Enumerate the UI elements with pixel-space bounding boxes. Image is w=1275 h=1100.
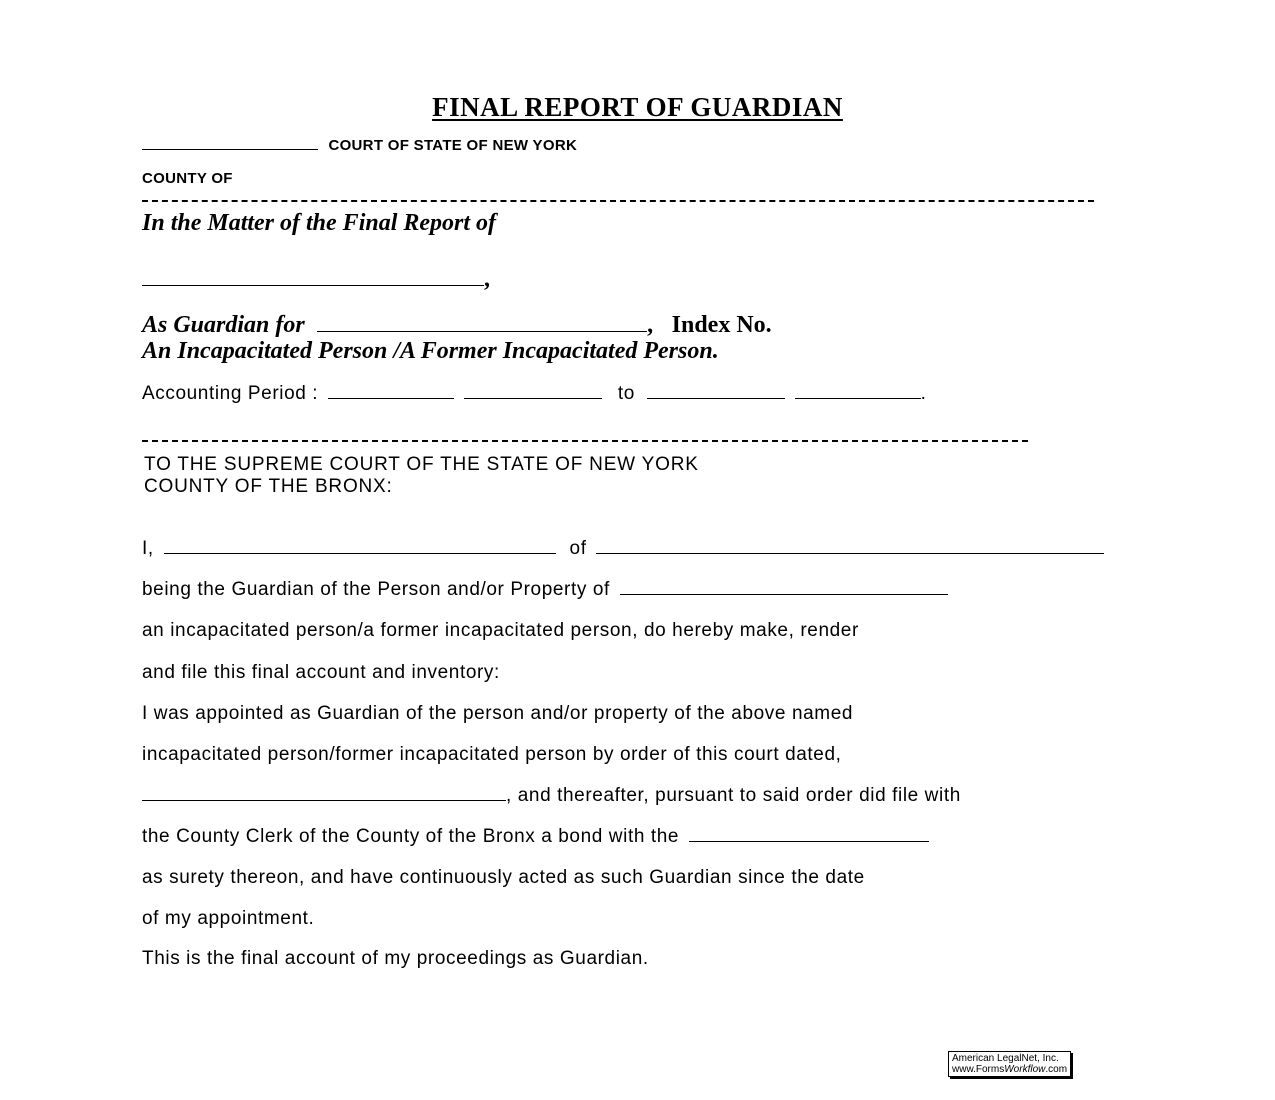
paragraph-line-4: and file this final account and inventory: bbox=[142, 662, 500, 683]
accounting-end-year-blank[interactable] bbox=[795, 397, 921, 399]
court-name-blank[interactable] bbox=[142, 148, 318, 150]
paragraph-line-3: an incapacitated person/a former incapacitated person, do hereby make, render bbox=[142, 620, 859, 641]
bond-text: the County Clerk of the County of the Bronx a bond with the bbox=[142, 826, 680, 847]
watermark-suffix: .com bbox=[1045, 1064, 1068, 1075]
of-label: of bbox=[569, 538, 587, 559]
ward-name-comma: , bbox=[647, 312, 654, 338]
i-label: I, bbox=[142, 538, 154, 559]
paragraph-line-5: I was appointed as Guardian of the person and/or property of the above named bbox=[142, 703, 854, 724]
document-title-text: FINAL REPORT OF GUARDIAN bbox=[432, 92, 843, 122]
paragraph-line-8 bbox=[142, 826, 929, 848]
watermark-italic: Workflow bbox=[1004, 1064, 1046, 1075]
guardian-name-comma: , bbox=[484, 266, 490, 292]
paragraph-line-7 bbox=[142, 785, 961, 807]
order-date-field[interactable] bbox=[142, 799, 506, 801]
accounting-period-line bbox=[142, 383, 927, 405]
court-line bbox=[142, 137, 577, 155]
paragraph-line-11: This is the final account of my proceedings as Guardian. bbox=[142, 948, 649, 969]
matter-line: In the Matter of the Final Report of bbox=[142, 210, 497, 236]
surety-name-field[interactable] bbox=[689, 840, 929, 842]
document-title bbox=[0, 92, 1275, 123]
watermark-line-1: American LegalNet, Inc. bbox=[952, 1053, 1059, 1064]
paragraph-line-9: as surety thereon, and have continuously acted as such Guardian since the date bbox=[142, 867, 865, 888]
guardian-name-field[interactable] bbox=[164, 552, 556, 554]
court-line-text: COURT OF STATE OF NEW YORK bbox=[328, 137, 578, 154]
watermark-line-2 bbox=[952, 1064, 1067, 1075]
accounting-period-label: Accounting Period : bbox=[142, 383, 319, 404]
being-guardian-text: being the Guardian of the Person and/or Property of bbox=[142, 579, 610, 600]
accounting-to-label: to bbox=[617, 383, 635, 404]
as-guardian-line bbox=[142, 312, 772, 339]
supreme-court-line-1: TO THE SUPREME COURT OF THE STATE OF NEW YORK bbox=[144, 454, 699, 475]
accounting-start-year-blank[interactable] bbox=[464, 397, 602, 399]
supreme-court-line-2: COUNTY OF THE BRONX: bbox=[144, 476, 393, 497]
as-guardian-label: As Guardian for bbox=[142, 312, 305, 338]
accounting-period-end: . bbox=[920, 383, 927, 404]
guardian-address-field[interactable] bbox=[596, 552, 1104, 554]
paragraph-line-6: incapacitated person/former incapacitated person by order of this court dated, bbox=[142, 744, 842, 765]
ward-name-blank[interactable] bbox=[317, 330, 647, 332]
incapacitated-person-line: An Incapacitated Person /A Former Incapacitated Person. bbox=[142, 338, 719, 364]
guardian-name-line bbox=[142, 266, 490, 293]
accounting-end-month-blank[interactable] bbox=[647, 397, 785, 399]
watermark-prefix: www.Forms bbox=[952, 1064, 1005, 1075]
dashed-separator-bottom bbox=[142, 440, 1028, 442]
paragraph-line-2 bbox=[142, 579, 948, 601]
paragraph-line-1 bbox=[142, 538, 1104, 560]
ward-property-field[interactable] bbox=[620, 593, 948, 595]
thereafter-text: , and thereafter, pursuant to said order did file with bbox=[506, 785, 961, 806]
dashed-separator-top bbox=[142, 200, 1094, 202]
county-line: COUNTY OF bbox=[142, 170, 233, 187]
index-no-label: Index No. bbox=[671, 312, 772, 338]
accounting-start-month-blank[interactable] bbox=[328, 397, 454, 399]
paragraph-line-10: of my appointment. bbox=[142, 908, 315, 929]
guardian-name-blank[interactable] bbox=[142, 284, 484, 286]
american-legalnet-watermark bbox=[948, 1051, 1071, 1077]
